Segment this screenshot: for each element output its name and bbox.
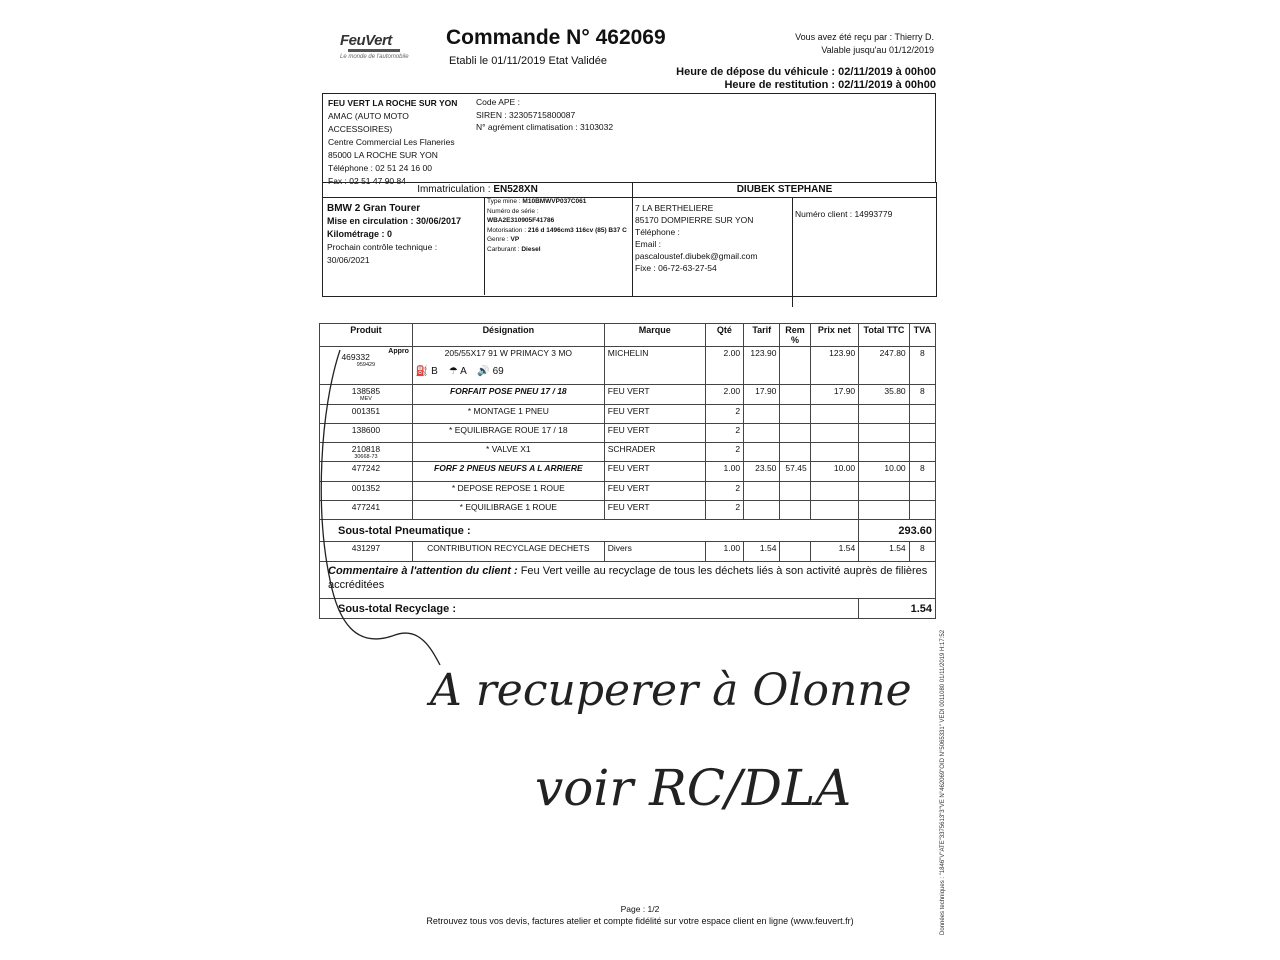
vehicle-box [322, 182, 633, 297]
table-row: 210818 30668-73 * VALVE X1 SCHRADER 2 [320, 443, 936, 462]
tyre-label-ratings: ⛽ B ☂ A 🔊 69 [415, 366, 504, 377]
feuvert-logo: FeuVert Le monde de l'automobile [340, 32, 409, 60]
handwritten-arrow [321, 350, 440, 665]
shop-info-box [322, 93, 936, 186]
shop-legal: Code APE : SIREN : 32305715800087 N° agrément climatisation : 3103032 [476, 97, 614, 132]
client-number: Numéro client : 14993779 [792, 197, 935, 307]
page-title: Commande N° 462069 [446, 26, 666, 49]
table-row: Appro 469332 959429 205/55X17 91 W PRIMACY 3 MO ⛽ B ☂ A 🔊 69 MICHELIN 2.00 123.90 123.90 247.80 8 [320, 347, 936, 385]
client-name: DIUBEK STEPHANE [633, 183, 936, 198]
handwritten-line-1: A recuperer à Olonne [430, 665, 912, 716]
vehicle-technical-info: Type mine : M10BMWVP037C061 Numéro de série : WBA2E310905F41786 Motorisation : 216 d 1496cm3 116cv (85) B37 C Genre : VP Carburant : Diesel [484, 197, 634, 295]
fuel-efficiency-icon: ⛽ [415, 366, 429, 377]
order-date-status: Etabli le 01/11/2019 Etat Validée [449, 55, 607, 67]
table-row: 431297 CONTRIBUTION RECYCLAGE DECHETS Divers 1.00 1.54 1.54 1.54 8 [320, 542, 936, 562]
table-row: 477242 FORF 2 PNEUS NEUFS A L ARRIERE FEU VERT 1.00 23.50 57.45 10.00 10.00 8 [320, 462, 936, 482]
page-number: Page : 1/2 [620, 904, 660, 914]
table-row: 138585 MEV FORFAIT POSE PNEU 17 / 18 FEU VERT 2.00 17.90 17.90 35.80 8 [320, 385, 936, 405]
vehicle-main-info: BMW 2 Gran Tourer Mise en circulation : 30/06/2017 Kilométrage : 0 Prochain contrôle technique : 30/06/2021 [327, 203, 462, 265]
immatriculation-header: Immatriculation : EN528XN [323, 183, 632, 198]
subtotal-recyclage-row: Sous-total Recyclage : 1.54 [320, 599, 936, 619]
footer-text: Retrouvez tous vos devis, factures atelier et compte fidélité sur votre espace client en ligne (www.feuvert.fr) [426, 916, 854, 926]
table-row: 001352 * DEPOSE REPOSE 1 ROUE FEU VERT 2 [320, 482, 936, 501]
table-row: 477241 * EQUILIBRAGE 1 ROUE FEU VERT 2 [320, 501, 936, 520]
client-box [632, 182, 937, 297]
reception-info: Vous avez été reçu par : Thierry D. Valable jusqu'au 01/12/2019 [795, 32, 934, 55]
comment-row: Commentaire à l'attention du client : Feu Vert veille au recyclage de tous les déchets liés à son activité auprès de filières accréditées [320, 562, 936, 599]
schedule-info: Heure de dépose du véhicule : 02/11/2019 à 00h00 Heure de restitution : 02/11/2019 à 00h00 [676, 66, 936, 91]
handwritten-annotation [320, 350, 920, 830]
logo-underline [348, 49, 400, 52]
subtotal-pneu-row: Sous-total Pneumatique : 293.60 [320, 520, 936, 542]
client-address: 7 LA BERTHELIERE 85170 DOMPIERRE SUR YON Téléphone : Email : pascaloustef.diubek@gmail.com Fixe : 06-72-63-27-54 [635, 203, 758, 273]
noise-icon: 🔊 [477, 366, 490, 377]
wet-grip-icon: ☂ [448, 366, 458, 377]
table-row: 138600 * EQUILIBRAGE ROUE 17 / 18 FEU VERT 2 [320, 424, 936, 443]
table-row: 001351 * MONTAGE 1 PNEU FEU VERT 2 [320, 405, 936, 424]
technical-data-vertical: Données techniques : "1846"V"ATE"3375613"3"VE N°462069"OID N°5065331" VEDI 0011080 01/11/2019 H:17:52 [940, 629, 946, 935]
table-header-row: Produit Désignation Marque Qté Tarif Rem % Prix net Total TTC TVA [320, 324, 936, 347]
shop-address: FEU VERT LA ROCHE SUR YON AMAC (AUTO MOTO ACCESSOIRES) Centre Commercial Les Flaneries 85000 LA ROCHE SUR YON Téléphone : 02 51 24 16 00 Fax : 02 51 47 90 84 [328, 98, 458, 186]
handwritten-line-2: voir RC/DLA [535, 759, 852, 817]
